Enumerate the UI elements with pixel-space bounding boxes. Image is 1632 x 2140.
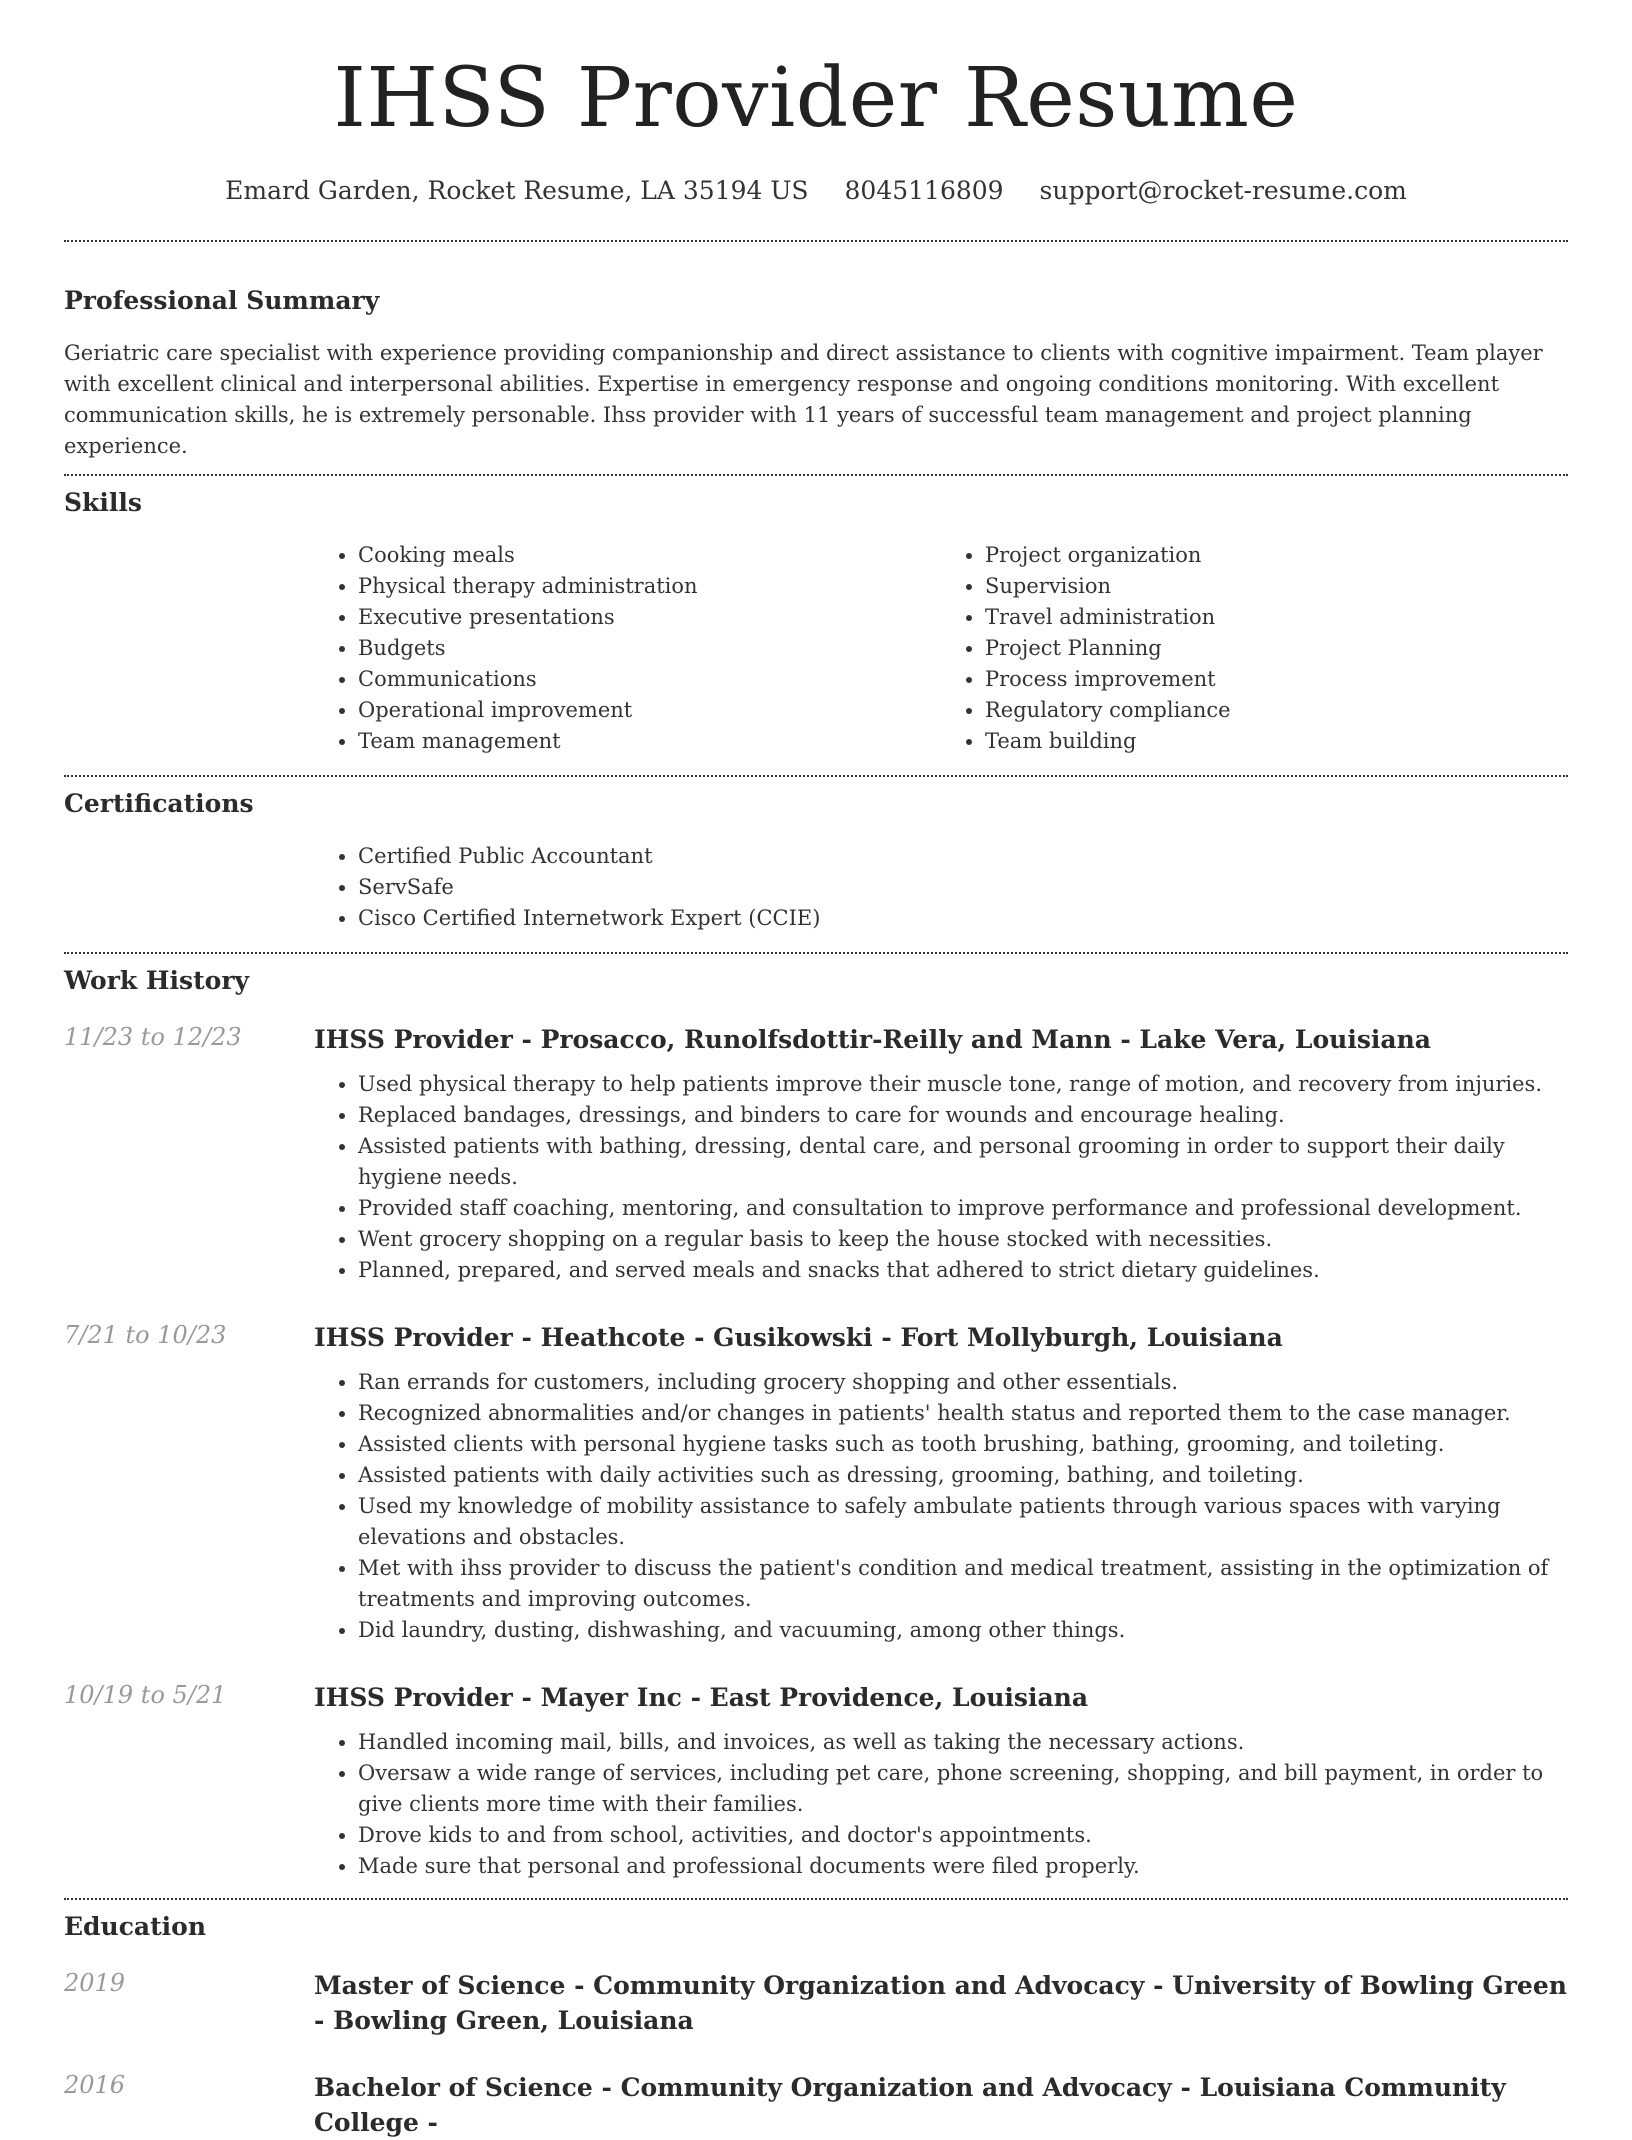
education-entry-body [314,1968,1568,2038]
work-entry-body [314,1320,1568,1646]
summary-section [0,242,1632,462]
certification-item: • Cisco Certified Internetwork Expert (CCIE) [358,903,1568,934]
skill-item: • Executive presentations [358,602,941,633]
work-entry-body [314,1680,1568,1882]
job-bullets [314,1727,1568,1882]
education-section [0,1900,1632,2140]
education-entry [64,2070,1568,2140]
job-title: IHSS Provider - Prosacco, Runolfsdottir-Reilly and Mann - Lake Vera, Louisiana [314,1025,1431,1055]
skill-item: • Process improvement [985,664,1568,695]
job-title: IHSS Provider - Mayer Inc - East Providence, Louisiana [314,1683,1089,1713]
work-section [0,954,1632,1882]
job-bullet: • Replaced bandages, dressings, and binders to care for wounds and encourage healing. [358,1100,1568,1131]
job-bullet: • Ran errands for customers, including grocery shopping and other essentials. [358,1367,1568,1398]
certifications-section [0,777,1632,934]
contact-address: Emard Garden, Rocket Resume, LA 35194 US [225,176,809,206]
skill-item: • Regulatory compliance [985,695,1568,726]
skills-section [0,476,1632,757]
job-bullet: • Drove kids to and from school, activities, and doctor's appointments. [358,1820,1568,1851]
work-entry-body [314,1022,1568,1286]
skill-item: • Team management [358,726,941,757]
skill-item: • Travel administration [985,602,1568,633]
work-date: 7/21 to 10/23 [64,1321,227,1350]
certifications-heading: Certifications [64,789,254,819]
work-entry [64,1680,1568,1882]
job-bullet: • Assisted clients with personal hygiene tasks such as tooth brushing, bathing, grooming, and toileting. [358,1429,1568,1460]
degree-title: Master of Science - Community Organization and Advocacy - University of Bowling Green - Bowling Green, Louisiana [314,1971,1567,2036]
education-entry-body [314,2070,1568,2140]
summary-heading: Professional Summary [64,286,380,316]
job-bullet: • Used my knowledge of mobility assistance to safely ambulate patients through various spaces with varying elevations and obstacles. [358,1491,1568,1553]
work-entry [64,1320,1568,1646]
job-bullet: • Provided staff coaching, mentoring, and consultation to improve performance and professional development. [358,1193,1568,1224]
job-bullet: • Oversaw a wide range of services, including pet care, phone screening, shopping, and bill payment, in order to give clients more time with their families. [358,1758,1568,1820]
skills-heading: Skills [64,488,142,518]
job-bullet: • Used physical therapy to help patients improve their muscle tone, range of motion, and recovery from injuries. [358,1069,1568,1100]
certification-item: • Certified Public Accountant [358,841,1568,872]
job-bullet: • Made sure that personal and professional documents were filed properly. [358,1851,1568,1882]
contact-email: support@rocket-resume.com [1039,176,1407,206]
skill-item: • Project Planning [985,633,1568,664]
certification-item: • ServSafe [358,872,1568,903]
skill-item: • Cooking meals [358,540,941,571]
skill-item: • Communications [358,664,941,695]
education-heading: Education [64,1912,207,1942]
skill-item: • Project organization [985,540,1568,571]
work-date: 10/19 to 5/21 [64,1681,227,1710]
education-entry [64,1968,1568,2038]
education-date: 2019 [64,1969,126,1998]
job-bullet: • Planned, prepared, and served meals and snacks that adhered to strict dietary guidelines. [358,1255,1568,1286]
job-bullet: • Handled incoming mail, bills, and invoices, as well as taking the necessary actions. [358,1727,1568,1758]
summary-text: Geriatric care specialist with experience providing companionship and direct assistance to clients with cognitive impairment. Team player with excellent clinical and interpersonal abilities. Expertise in emergency response and ongoing conditions monitoring. With excellent communication skills, he is extremely personable. Ihss provider with 11 years of successful team management and project planning experience. [64,341,1543,459]
work-heading: Work History [64,966,250,996]
degree-title: Bachelor of Science - Community Organization and Advocacy - Louisiana Community College - [314,2073,1506,2138]
work-entry [64,1022,1568,1286]
contact-line [0,176,1632,206]
skill-item: • Operational improvement [358,695,941,726]
skills-columns [314,540,1568,757]
job-bullet: • Did laundry, dusting, dishwashing, and vacuuming, among other things. [358,1615,1568,1646]
job-bullets [314,1069,1568,1286]
certifications-list [314,841,1568,934]
job-title: IHSS Provider - Heathcote - Gusikowski - Fort Mollyburgh, Louisiana [314,1323,1283,1353]
skill-item: • Team building [985,726,1568,757]
education-date: 2016 [64,2071,126,2100]
resume-title: IHSS Provider Resume [333,51,1299,146]
contact-phone: 8045116809 [844,176,1004,206]
job-bullet: • Recognized abnormalities and/or changes in patients' health status and reported them to the case manager. [358,1398,1568,1429]
job-bullet: • Assisted patients with daily activities such as dressing, grooming, bathing, and toileting. [358,1460,1568,1491]
skill-item: • Supervision [985,571,1568,602]
work-date: 11/23 to 12/23 [64,1023,242,1052]
job-bullet: • Went grocery shopping on a regular basis to keep the house stocked with necessities. [358,1224,1568,1255]
skills-list-left [314,540,941,757]
skill-item: • Budgets [358,633,941,664]
job-bullets [314,1367,1568,1646]
skills-list-right [941,540,1568,757]
job-bullet: • Assisted patients with bathing, dressing, dental care, and personal grooming in order to support their daily hygiene needs. [358,1131,1568,1193]
job-bullet: • Met with ihss provider to discuss the patient's condition and medical treatment, assisting in the optimization of treatments and improving outcomes. [358,1553,1568,1615]
skill-item: • Physical therapy administration [358,571,941,602]
